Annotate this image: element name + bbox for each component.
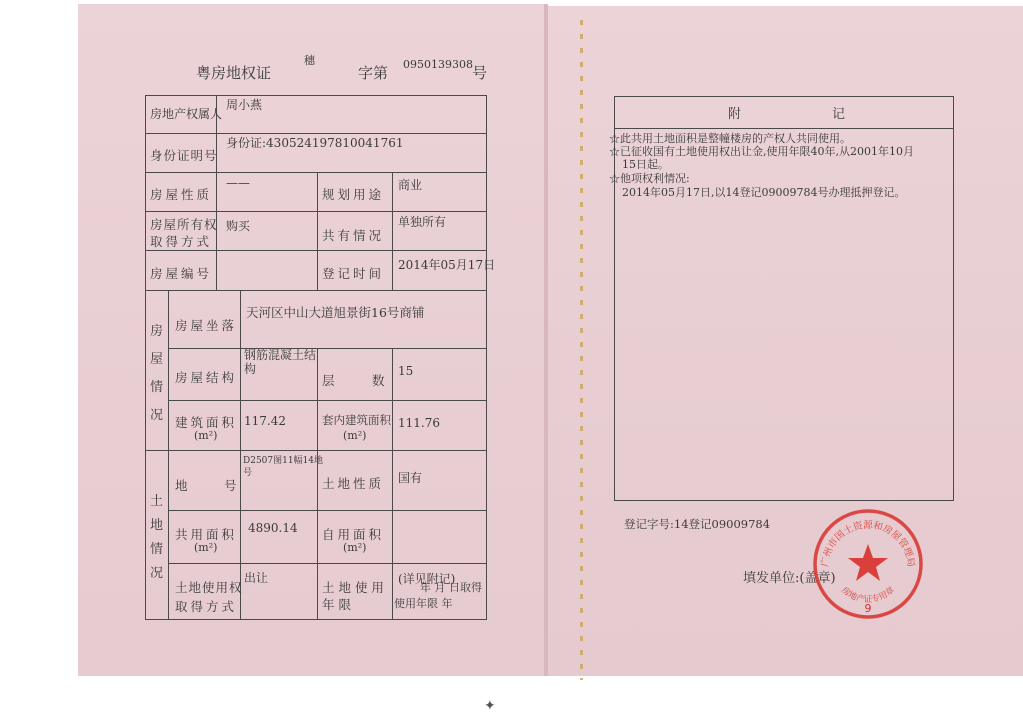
seal-top-text: 广州市国土资源和房屋管理局 bbox=[819, 520, 917, 568]
own-area-label-1: 自用面积 bbox=[322, 527, 385, 542]
notes-item-5: 2014年05月17日,以14登记09009784号办理抵押登记。 bbox=[622, 186, 906, 199]
land-use-acq-value: 出让 bbox=[244, 571, 269, 585]
certificate-word-label: 字第 bbox=[358, 64, 389, 82]
corner-mark: ✦ bbox=[484, 698, 496, 714]
seal-bottom-text: 房地产证专用章 bbox=[839, 585, 897, 606]
seal-number: 9 bbox=[864, 602, 872, 615]
acquire-value: 购买 bbox=[226, 219, 251, 233]
notes-item-2: ☆已征收国有土地使用权出让金,使用年限40年,从2001年10月 bbox=[609, 145, 914, 158]
notes-title-b: 记 bbox=[832, 107, 846, 122]
parcel-value-1: D2507图11幅14地 bbox=[243, 456, 324, 466]
acquire-label-2: 取得方式 bbox=[150, 234, 213, 249]
inner-area-label-2: (m²) bbox=[343, 429, 367, 442]
house-section-label: 房 屋 情 况 bbox=[150, 324, 164, 423]
house-nature-label: 房屋性质 bbox=[150, 187, 213, 202]
own-area-label-2: (m²) bbox=[343, 541, 367, 554]
land-nature-value: 国有 bbox=[398, 471, 423, 485]
land-term-label-2: 年 限 bbox=[322, 597, 351, 612]
build-area-value: 117.42 bbox=[244, 414, 286, 428]
plan-use-label: 规划用途 bbox=[322, 187, 385, 202]
notes-item-1: ☆此共用土地面积是整幢楼房的产权人共同使用。 bbox=[609, 132, 851, 145]
left-page bbox=[78, 4, 546, 676]
common-area-value: 4890.14 bbox=[248, 521, 298, 535]
certificate-issuer-small: 穗 bbox=[304, 54, 315, 67]
land-term-label-1: 土 地 使 用 bbox=[322, 580, 384, 595]
floors-label-b: 数 bbox=[372, 373, 388, 388]
id-label: 身份证明号 bbox=[150, 148, 218, 163]
inner-area-value: 111.76 bbox=[398, 416, 440, 430]
plan-use-value: 商业 bbox=[398, 178, 423, 192]
land-section-label: 土 地 情 况 bbox=[150, 494, 164, 581]
certificate-title: 粤房地权证 bbox=[196, 64, 272, 82]
parcel-label-b: 号 bbox=[224, 478, 240, 493]
house-no-label: 房屋编号 bbox=[150, 266, 213, 281]
inner-area-label-1: 套内建筑面积 bbox=[322, 413, 391, 427]
land-nature-label: 土地性质 bbox=[322, 476, 385, 491]
land-term-value-2: 年 月 日取得 bbox=[420, 581, 482, 594]
parcel-label-a: 地 bbox=[175, 478, 191, 493]
stitch-line bbox=[580, 20, 583, 680]
floors-value: 15 bbox=[398, 364, 414, 378]
location-value: 天河区中山大道旭景街16号商铺 bbox=[246, 305, 425, 320]
notes-item-4: ☆他项权利情况: bbox=[609, 172, 690, 185]
issuer-label: 填发单位:(盖章) bbox=[743, 571, 836, 586]
notes-title-divider bbox=[614, 128, 953, 129]
owner-label: 房地产权属人 bbox=[150, 107, 223, 121]
reg-time-label: 登记时间 bbox=[322, 266, 385, 281]
notes-item-3: 15日起。 bbox=[622, 158, 669, 171]
land-use-acq-label-2: 取得方式 bbox=[175, 599, 238, 614]
shared-label: 共有情况 bbox=[322, 228, 385, 243]
registration-number: 登记字号:14登记09009784 bbox=[624, 517, 771, 531]
land-use-acq-label-1: 土地使用权 bbox=[175, 580, 243, 595]
spine bbox=[544, 4, 548, 676]
build-area-label-1: 建筑面积 bbox=[175, 415, 238, 430]
common-area-label-1: 共用面积 bbox=[175, 527, 238, 542]
reg-time-value: 2014年05月17日 bbox=[398, 258, 496, 272]
id-value: 身份证:430524197810041761 bbox=[226, 136, 404, 150]
official-seal bbox=[812, 508, 924, 620]
land-term-value-3: 使用年限 年 bbox=[394, 597, 453, 610]
common-area-label-2: (m²) bbox=[194, 541, 218, 554]
certificate-number: 0950139308 bbox=[403, 58, 473, 71]
structure-value-1: 钢筋混凝土结 bbox=[244, 348, 317, 362]
acquire-label-1: 房屋所有权 bbox=[150, 217, 218, 232]
seal-star-icon bbox=[848, 544, 888, 581]
structure-value-2: 构 bbox=[244, 362, 257, 376]
certificate-suffix: 号 bbox=[472, 64, 488, 82]
shared-value: 单独所有 bbox=[398, 215, 447, 229]
location-label: 房屋坐落 bbox=[175, 318, 238, 333]
house-nature-value: —— bbox=[226, 176, 250, 190]
land-term-value-1: (详见附记) bbox=[398, 572, 456, 586]
owner-value: 周小燕 bbox=[226, 98, 263, 112]
notes-title-a: 附 bbox=[728, 107, 742, 122]
structure-label: 房屋结构 bbox=[175, 370, 238, 385]
parcel-value-2: 号 bbox=[243, 468, 253, 478]
floors-label-a: 层 bbox=[322, 373, 338, 388]
build-area-label-2: (m²) bbox=[194, 429, 218, 442]
